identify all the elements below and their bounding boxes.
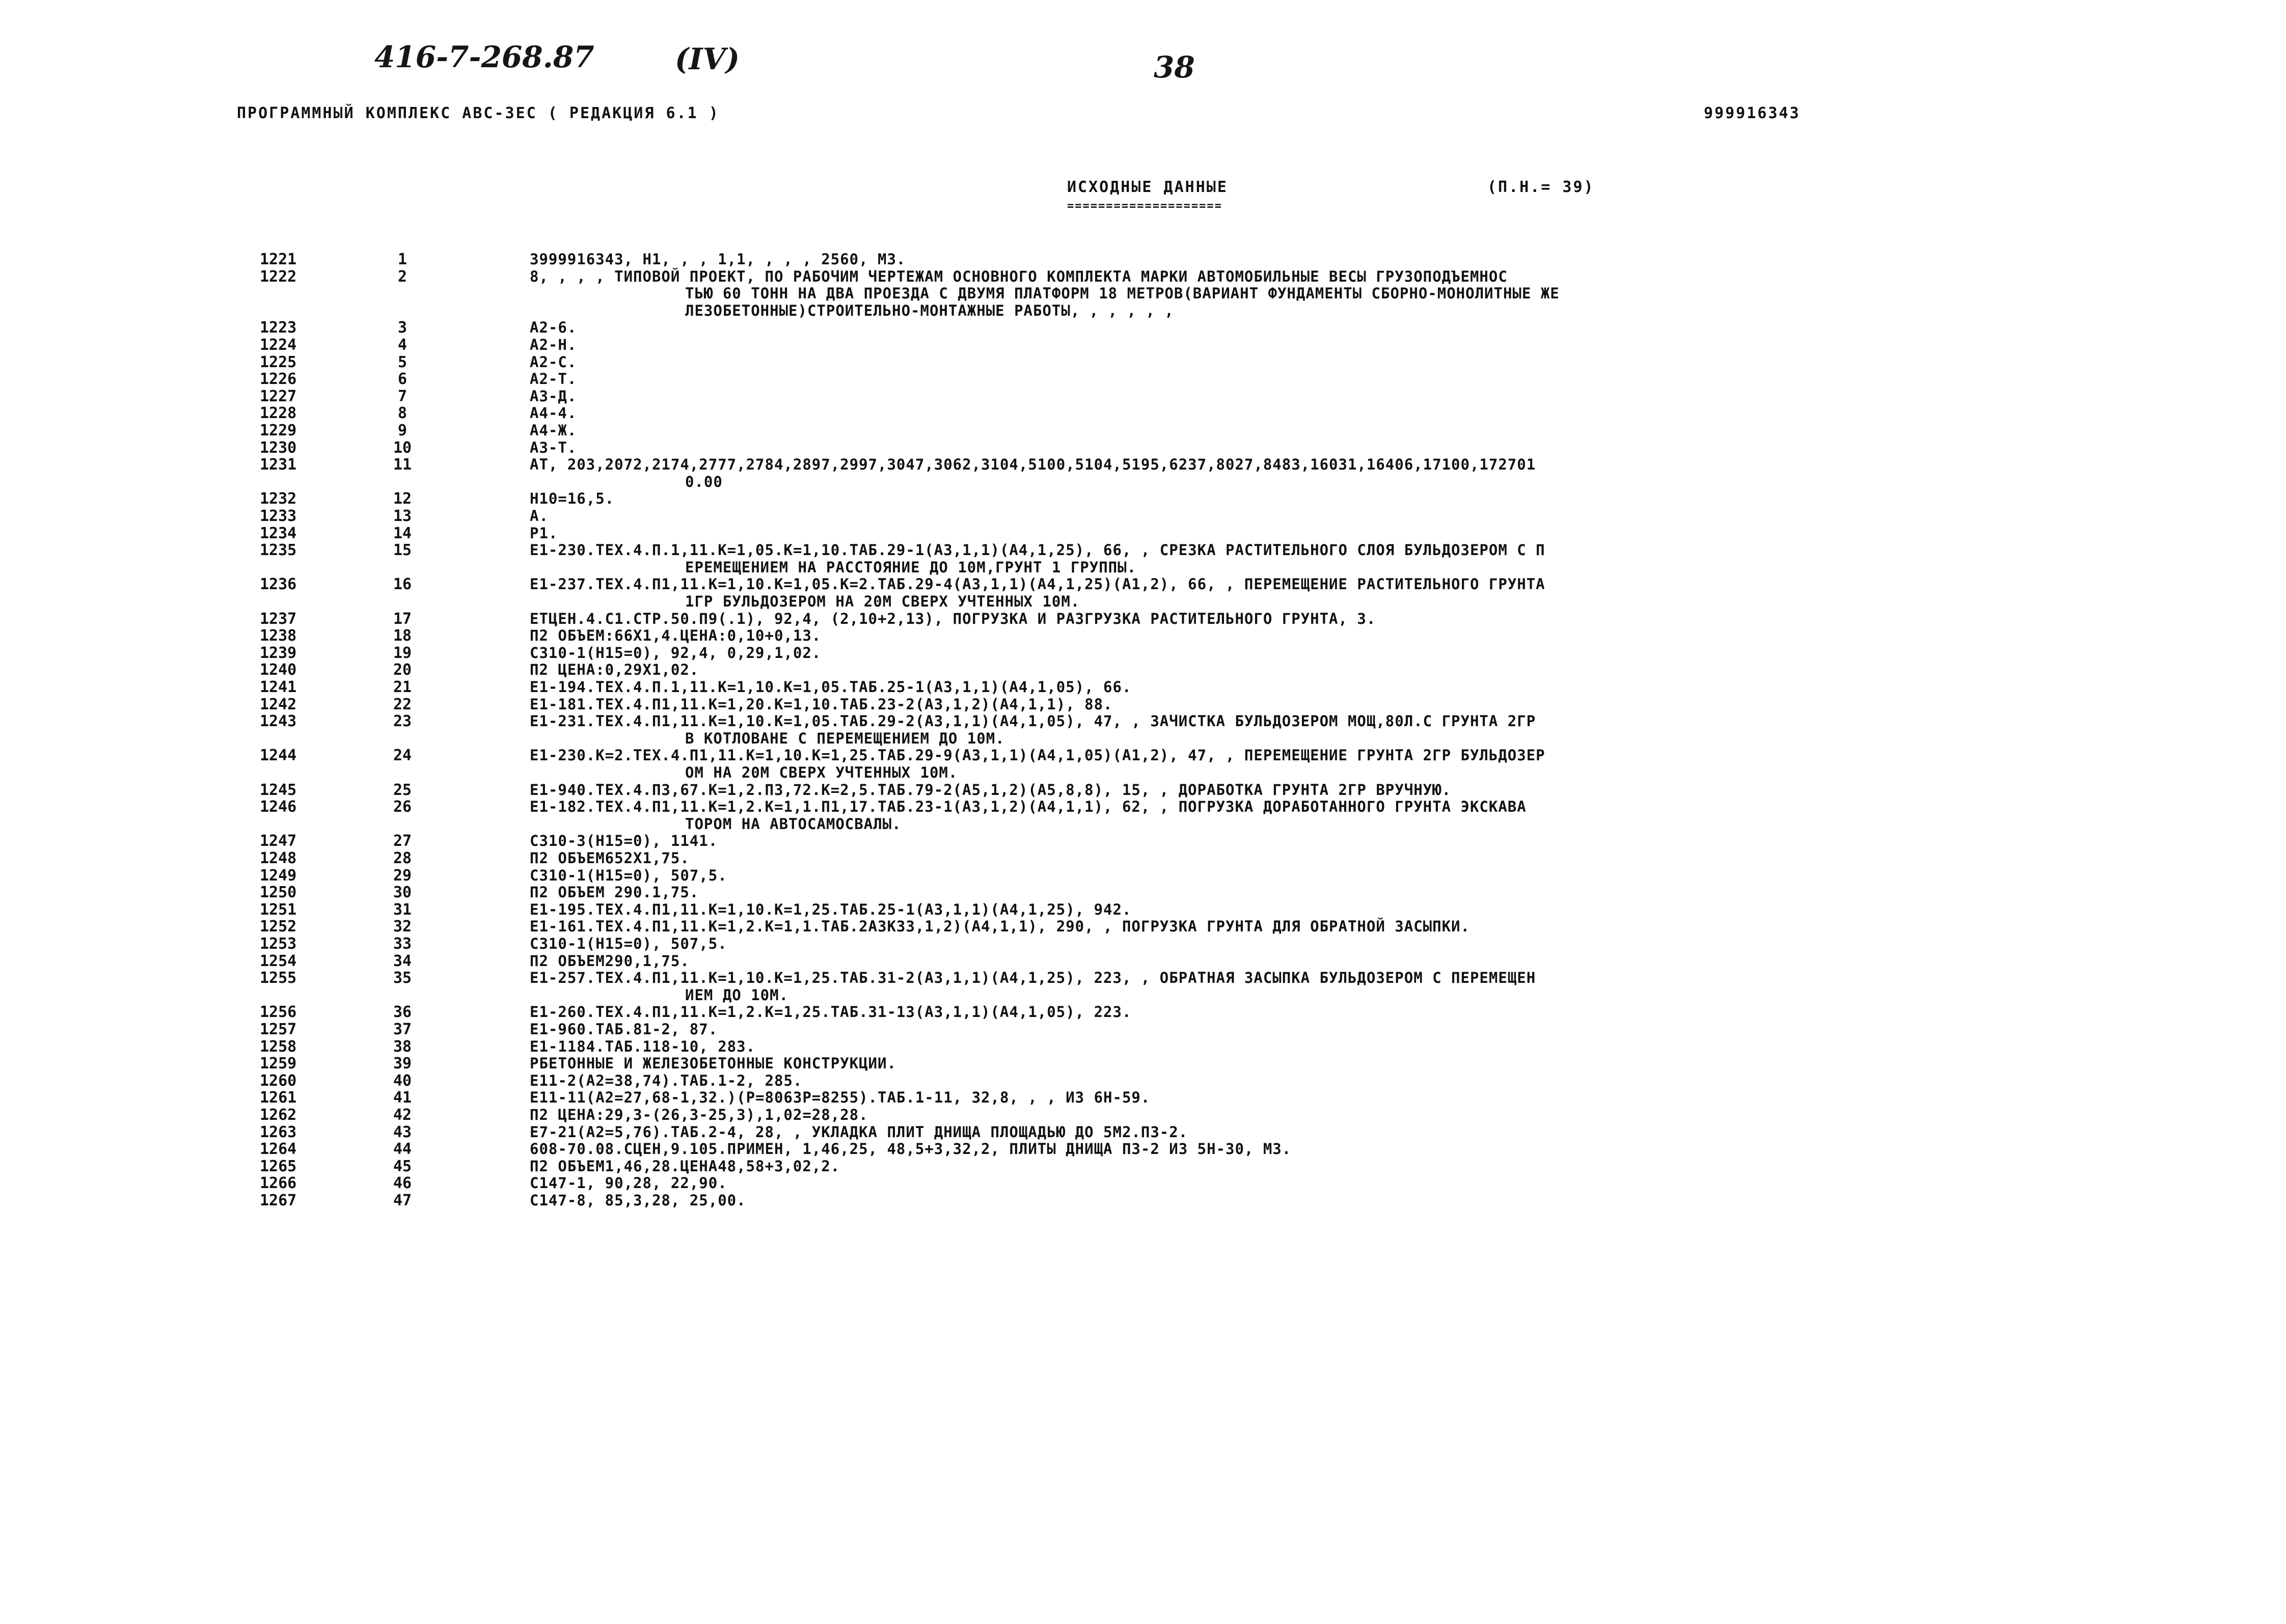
record-continuation: ТОРОМ НА АВТОСАМОСВАЛЫ.: [685, 815, 902, 833]
sequence-number: 11: [393, 456, 412, 474]
line-number: 1230: [260, 438, 297, 457]
sequence-number: 22: [393, 695, 412, 713]
sequence-number: 8: [397, 404, 407, 423]
record-text: А2-6.: [530, 319, 577, 337]
sequence-number: 35: [393, 969, 412, 987]
line-number: 1234: [260, 524, 297, 542]
sequence-number: 30: [393, 884, 412, 902]
line-number: 1251: [260, 900, 297, 919]
sequence-number: 29: [393, 866, 412, 885]
line-number: 1267: [260, 1192, 297, 1209]
record-text: Н10=16,5.: [530, 490, 615, 508]
sequence-number: 32: [393, 918, 412, 936]
line-number: 1263: [260, 1123, 297, 1141]
line-number: 1237: [260, 610, 297, 628]
page-reference: (П.Н.= 39): [1487, 178, 1595, 196]
line-number: 1253: [260, 935, 297, 953]
handwritten-page-number: 38: [1154, 50, 1195, 85]
section-title-underline: ====================: [1067, 200, 1222, 212]
sequence-number: 3: [397, 319, 407, 337]
handwritten-doc-number: 416-7-268.87: [374, 40, 594, 74]
line-number: 1258: [260, 1037, 297, 1056]
line-number: 1244: [260, 747, 297, 765]
sequence-number: 6: [397, 370, 407, 389]
record-text: ЕТЦЕН.4.С1.СТР.50.П9(.1), 92,4, (2,10+2,13), ПОГРУЗКА И РАЗГРУЗКА РАСТИТЕЛЬНОГО ГРУНТА, 3.: [530, 610, 1376, 627]
sequence-number: 43: [393, 1123, 412, 1141]
sequence-number: 12: [393, 490, 412, 508]
line-number: 1262: [260, 1106, 297, 1124]
line-number: 1243: [260, 712, 297, 731]
record-text: Е1-161.ТЕХ.4.П1,11.К=1,2.К=1,1.ТАБ.2А3К33,1,2)(А4,1,1), 290, , ПОГРУЗКА ГРУНТА ДЛЯ ОБРАТНОЙ ЗАСЫПКИ.: [530, 918, 1470, 935]
line-number: 1225: [260, 353, 297, 371]
line-number: 1224: [260, 336, 297, 354]
sequence-number: 39: [393, 1055, 412, 1073]
record-continuation: 1ГР БУЛЬДОЗЕРОМ НА 20М СВЕРХ УЧТЕННЫХ 10М.: [685, 593, 1080, 610]
sequence-number: 14: [393, 524, 412, 542]
sequence-number: 1: [397, 251, 407, 268]
record-text: РБЕТОННЫЕ И ЖЕЛЕЗОБЕТОННЫЕ КОНСТРУКЦИИ.: [530, 1055, 896, 1072]
record-continuation: В КОТЛОВАНЕ С ПЕРЕМЕЩЕНИЕМ ДО 10М.: [685, 729, 1005, 747]
record-text: П2 ОБЪЕМ 290.1,75.: [530, 884, 699, 901]
line-number: 1248: [260, 849, 297, 867]
line-number: 1238: [260, 627, 297, 645]
record-text: Е1-195.ТЕХ.4.П1,11.К=1,10.К=1,25.ТАБ.25-1(А3,1,1)(А4,1,25), 942.: [530, 900, 1132, 918]
sequence-number: 37: [393, 1021, 412, 1038]
section-title: ИСХОДНЫЕ ДАННЫЕ: [1067, 178, 1228, 196]
line-number: 1221: [260, 251, 297, 268]
line-number: 1261: [260, 1089, 297, 1107]
line-number: 1232: [260, 490, 297, 508]
record-text: Р1.: [530, 524, 558, 542]
sequence-number: 5: [397, 353, 407, 371]
line-number: 1241: [260, 678, 297, 696]
record-text: А2-Т.: [530, 370, 577, 388]
record-text: А2-Н.: [530, 336, 577, 353]
line-number: 1252: [260, 918, 297, 936]
sequence-number: 19: [393, 644, 412, 662]
record-text: 3999916343, Н1, , , 1,1, , , , 2560, М3.: [530, 251, 906, 268]
program-code: 999916343: [1704, 104, 1801, 122]
record-text: А2-С.: [530, 353, 577, 371]
line-number: 1231: [260, 456, 297, 474]
sequence-number: 15: [393, 541, 412, 560]
line-number: 1247: [260, 832, 297, 850]
sequence-number: 2: [397, 267, 407, 286]
record-text: А4-Ж.: [530, 422, 577, 439]
sequence-number: 36: [393, 1003, 412, 1022]
line-number: 1249: [260, 866, 297, 885]
line-number: 1240: [260, 661, 297, 679]
record-text: Е1-181.ТЕХ.4.П1,11.К=1,20.К=1,10.ТАБ.23-2(А3,1,2)(А4,1,1), 88.: [530, 695, 1113, 713]
line-number: 1256: [260, 1003, 297, 1022]
record-text: Е1-237.ТЕХ.4.П1,11.К=1,10.К=1,05.К=2.ТАБ.29-4(А3,1,1)(А4,1,25)(А1,2), 66, , ПЕРЕМЕЩЕНИЕ РАСТИТЕЛЬНОГО ГРУНТА: [530, 575, 1545, 593]
record-text: Е1-231.ТЕХ.4.П1,11.К=1,10.К=1,05.ТАБ.29-2(А3,1,1)(А4,1,05), 47, , ЗАЧИСТКА БУЛЬДОЗЕРОМ МОЩ,80Л.С ГРУНТА 2ГР: [530, 712, 1536, 730]
record-text: 608-70.08.СЦЕН,9.105.ПРИМЕН, 1,46,25, 48,5+3,32,2, ПЛИТЫ ДНИЩА П3-2 ИЗ 5Н-30, М3.: [530, 1140, 1292, 1158]
line-number: 1245: [260, 781, 297, 799]
record-text: Е11-2(А2=38,74).ТАБ.1-2, 285.: [530, 1071, 803, 1089]
sequence-number: 31: [393, 900, 412, 919]
sequence-number: 20: [393, 661, 412, 679]
record-text: П2 ОБЪЕМ652Х1,75.: [530, 849, 690, 867]
sequence-number: 23: [393, 712, 412, 731]
sequence-number: 26: [393, 798, 412, 816]
sequence-number: 40: [393, 1071, 412, 1090]
line-number: 1260: [260, 1071, 297, 1090]
line-number: 1228: [260, 404, 297, 423]
record-continuation: ОМ НА 20М СВЕРХ УЧТЕННЫХ 10М.: [685, 764, 958, 781]
record-text: С147-1, 90,28, 22,90.: [530, 1174, 727, 1192]
line-number: 1239: [260, 644, 297, 662]
record-text: П2 ОБЪЕМ290,1,75.: [530, 952, 690, 970]
record-text: С310-1(Н15=0), 92,4, 0,29,1,02.: [530, 644, 822, 662]
line-number: 1235: [260, 541, 297, 560]
record-continuation: ИЕМ ДО 10М.: [685, 986, 789, 1004]
sequence-number: 17: [393, 610, 412, 628]
record-text: Е1-257.ТЕХ.4.П1,11.К=1,10.К=1,25.ТАБ.31-2(А3,1,1)(А4,1,25), 223, , ОБРАТНАЯ ЗАСЫПКА БУЛЬДОЗЕРОМ С ПЕРЕМЕЩЕН: [530, 969, 1536, 987]
line-number: 1246: [260, 798, 297, 816]
record-text: А.: [530, 507, 549, 525]
line-number: 1233: [260, 507, 297, 525]
sequence-number: 38: [393, 1037, 412, 1056]
line-number: 1259: [260, 1055, 297, 1073]
record-text: Е1-940.ТЕХ.4.П3,67.К=1,2.П3,72.К=2,5.ТАБ.79-2(А5,1,2)(А5,8,8), 15, , ДОРАБОТКА ГРУНТА 2ГР ВРУЧНУЮ.: [530, 781, 1452, 799]
record-continuation: ЛЕЗОБЕТОННЫЕ)СТРОИТЕЛЬНО-МОНТАЖНЫЕ РАБОТЫ, , , , , ,: [685, 301, 1174, 319]
record-continuation: ЕРЕМЕЩЕНИЕМ НА РАССТОЯНИЕ ДО 10М,ГРУНТ 1 ГРУППЫ.: [685, 558, 1137, 576]
sequence-number: 27: [393, 832, 412, 850]
record-text: С310-1(Н15=0), 507,5.: [530, 866, 727, 884]
record-text: А3-Д.: [530, 387, 577, 405]
record-text: Е7-21(А2=5,76).ТАБ.2-4, 28, , УКЛАДКА ПЛИТ ДНИЩА ПЛОЩАДЬЮ ДО 5М2.П3-2.: [530, 1123, 1188, 1141]
record-text: Е1-230.К=2.ТЕХ.4.П1,11.К=1,10.К=1,25.ТАБ.29-9(А3,1,1)(А4,1,05)(А1,2), 47, , ПЕРЕМЕЩЕНИЕ ГРУНТА 2ГР БУЛЬДОЗЕР: [530, 747, 1545, 764]
line-number: 1223: [260, 319, 297, 337]
record-text: Е1-1184.ТАБ.118-10, 283.: [530, 1037, 756, 1055]
sequence-number: 44: [393, 1140, 412, 1159]
line-number: 1227: [260, 387, 297, 405]
line-number: 1226: [260, 370, 297, 389]
line-number: 1257: [260, 1021, 297, 1038]
line-number: 1254: [260, 952, 297, 970]
sequence-number: 21: [393, 678, 412, 696]
sequence-number: 13: [393, 507, 412, 525]
line-number: 1266: [260, 1174, 297, 1193]
record-text: Е1-230.ТЕХ.4.П.1,11.К=1,05.К=1,10.ТАБ.29-1(А3,1,1)(А4,1,25), 66, , СРЕЗКА РАСТИТЕЛЬНОГО СЛОЯ БУЛЬДОЗЕРОМ С П: [530, 541, 1545, 559]
record-continuation: ТЬЮ 60 ТОНН НА ДВА ПРОЕЗДА С ДВУМЯ ПЛАТФОРМ 18 МЕТРОВ(ВАРИАНТ ФУНДАМЕНТЫ СБОРНО-МОНОЛИТНЫЕ ЖЕ: [685, 285, 1560, 302]
record-text: П2 ЦЕНА:29,3-(26,3-25,3),1,02=28,28.: [530, 1106, 868, 1123]
line-number: 1250: [260, 884, 297, 902]
handwritten-issue: (IV): [675, 42, 740, 76]
line-number: 1229: [260, 422, 297, 439]
sequence-number: 34: [393, 952, 412, 970]
record-text: Е1-194.ТЕХ.4.П.1,11.К=1,10.К=1,05.ТАБ.25-1(А3,1,1)(А4,1,05), 66.: [530, 678, 1132, 696]
sequence-number: 9: [397, 422, 407, 439]
line-number: 1236: [260, 575, 297, 594]
sequence-number: 41: [393, 1089, 412, 1107]
record-text: Е11-11(А2=27,68-1,32.)(Р=8063Р=8255).ТАБ.1-11, 32,8, , , ИЗ 6Н-59.: [530, 1089, 1151, 1107]
sequence-number: 47: [393, 1192, 412, 1209]
sequence-number: 10: [393, 438, 412, 457]
record-text: Е1-960.ТАБ.81-2, 87.: [530, 1021, 718, 1038]
sequence-number: 7: [397, 387, 407, 405]
record-text: А3-Т.: [530, 438, 577, 456]
program-header: ПРОГРАММНЫЙ КОМПЛЕКС АВС-3ЕС ( РЕДАКЦИЯ 6.1 ): [237, 104, 720, 122]
sequence-number: 45: [393, 1157, 412, 1175]
sequence-number: 28: [393, 849, 412, 867]
line-number: 1255: [260, 969, 297, 987]
line-number: 1222: [260, 267, 297, 286]
line-number: 1264: [260, 1140, 297, 1159]
record-text: П2 ЦЕНА:0,29Х1,02.: [530, 661, 699, 679]
record-text: С310-1(Н15=0), 507,5.: [530, 935, 727, 952]
sequence-number: 24: [393, 747, 412, 765]
sequence-number: 46: [393, 1174, 412, 1193]
line-number: 1265: [260, 1157, 297, 1175]
record-text: АТ, 203,2072,2174,2777,2784,2897,2997,3047,3062,3104,5100,5104,5195,6237,8027,8483,16031,16406,17100,172701: [530, 456, 1536, 474]
record-continuation: 0.00: [685, 473, 723, 490]
record-text: 8, , , , ТИПОВОЙ ПРОЕКТ, ПО РАБОЧИМ ЧЕРТЕЖАМ ОСНОВНОГО КОМПЛЕКТА МАРКИ АВТОМОБИЛЬНЫЕ ВЕСЫ ГРУЗОПОДЪЕМНОС: [530, 267, 1508, 285]
sequence-number: 16: [393, 575, 412, 594]
record-text: С147-8, 85,3,28, 25,00.: [530, 1192, 746, 1209]
record-text: Е1-182.ТЕХ.4.П1,11.К=1,2.К=1,1.П1,17.ТАБ.23-1(А3,1,2)(А4,1,1), 62, , ПОГРУЗКА ДОРАБОТАННОГО ГРУНТА ЭКСКАВА: [530, 798, 1527, 816]
line-number: 1242: [260, 695, 297, 713]
record-text: Е1-260.ТЕХ.4.П1,11.К=1,2.К=1,25.ТАБ.31-13(А3,1,1)(А4,1,05), 223.: [530, 1003, 1132, 1021]
record-text: П2 ОБЪЕМ:66Х1,4.ЦЕНА:0,10+0,13.: [530, 627, 822, 645]
sequence-number: 33: [393, 935, 412, 953]
sequence-number: 4: [397, 336, 407, 354]
sequence-number: 42: [393, 1106, 412, 1124]
sequence-number: 18: [393, 627, 412, 645]
record-text: А4-4.: [530, 404, 577, 422]
record-text: С310-3(Н15=0), 1141.: [530, 832, 718, 850]
record-text: П2 ОБЪЕМ1,46,28.ЦЕНА48,58+3,02,2.: [530, 1157, 840, 1175]
sequence-number: 25: [393, 781, 412, 799]
